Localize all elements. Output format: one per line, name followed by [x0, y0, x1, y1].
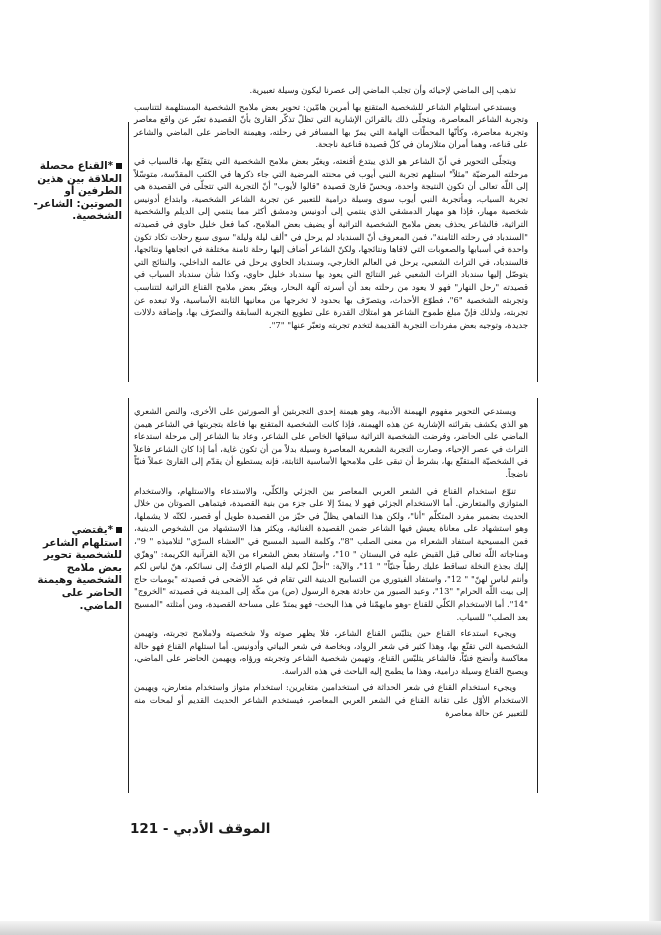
pull-quote-text: *القناع محصلة العلاقة بين هذين الطرفين أو الصوتين: الشاعر- الشخصية. — [33, 160, 122, 223]
body-text-top — [134, 84, 528, 335]
paragraph: ويستدعي استلهام الشاعر للشخصية المتقنع بها أمرين هامّين: تحوير بعض ملامح الشخصية المستلهمة لتتناسب وتجربة الشاعر المعاصرة، ويتجلّى ذلك بالقرائن الإشارية التي تظلّ تذكّر القارئ بأنّ القصيدة تعبّر عن واقع معاصر وتجربة معاصرة، وكأنّها المحطّات الهامة التي يمرّ بها المسافر في رحلته، وهيمنة الحاضر على الماضي والشاعر على قناعه، وهما أمران متلازمان في كلّ قصيدة قناعية ناجحة. — [134, 101, 528, 150]
paragraph: ويجيء استدعاء القناع حين يتلبّس القناع الشاعر، فلا يظهر صوته ولا شخصيته ولاملامح تجربته، وتهيمن الشخصية التي تقنّع بها، وهذا كثير في شعر الرواد، وبخاصة في شعر البياتي وأدونيس. أما استلهام القناع فهو حالة معاكسة وأنضج فنيّاً، فالشاعر يتلبّس القناع، وتهيمن شخصية الشاعر وتجربته ورؤاه، ويهيمن الحاضر على الماضي، ويصبح القناع وسيلة درامية، وهذا ما يطمح إليه الباحث في هذه الدراسة. — [134, 628, 528, 676]
pull-quote-text: *يقتضي استلهام الشاعر للشخصية تحوير بعض ملامح الشخصية وهيمنة الحاضر على الماضي. — [37, 524, 122, 612]
pull-quote-2 — [30, 524, 122, 612]
paragraph: ويستدعي التحوير مفهوم الهيمنة الأدبية، وهو هيمنة إحدى التجربتين أو الصورتين على الأخرى، والنص الشعري هو الذي يكشف بقرائنه الإشارية عن هذه الهيمنة، فإذا كانت الشخصية المتقنع بها فاعلة بتجربتها في الشاعر هيمن الماضي على الحاضر، وفرضت الشخصية التراثية سياقها الخاص على الشاعر، وعاد بنا الشاعر إلى مرحلة استدعاء التراث في عصر الإحياء، وصارت التجربة الشعرية المعاصرة وسيلة بدلاً من أن تكون غاية، أما إذا كان الشاعر فاعلاً في الشخصيّة المتقنّع بها، بشرط أن تبقى على ملامحها الأساسية الثابتة، فإنه يستطيع أن يقدّم إلى القارئ عملاً فنيّاً ناضجاً. — [134, 406, 528, 479]
body-text-bottom — [134, 405, 528, 723]
pull-quote-1 — [30, 160, 122, 223]
page-footer: الموقف الأدبي - 121 — [130, 821, 271, 837]
square-bullet-icon — [116, 527, 122, 533]
paragraph: تنوّع استخدام القناع في الشعر العربي المعاصر بين الجزئي والكلّي، والاستدعاء والاستلهام، والاستخدام المتوازي والمتعارض. أما الاستخدام الجزئي فهو لا يمتدّ إلا على جزء من بنية القصيدة، فيتماهى الصوتان من خلال الحديث بضمير مفرد المتكلّم "أنا"، ولكن هذا التماهي يظلّ في حيّز من القصيدة طويل أو قصير، لكنّه لا يشملها، وهو استشهاد على معاناة يعيش فيها الشاعر ضمن القصيدة الغنائية، ويكثر هذا الاستشهاد من الشخوص الدينية، فمن المسيحية استفاد الشعراء من معنى الصلب "8"، وكلمة السيد المسيح في "العشاء السرّي" لتلاميذه " 9"، ومناجاته اللّه تعالى قبل القبض عليه في البستان " 10"، واستفاد بعض الشعراء من الآية القرآنية الكريمة: "وهزّي إليك بجذع النخلة تساقط عليك رطباً جنيّاً" " 11"، والآية: "أحلّ لكم ليلة الصيام الرّفثُ إلى نسائكم، هنّ لباس لكم وأنتم لباس لهنّ" " 12"، واستفاد الفيتوري من التسابيح الدينية التي تقام في عيد الأضحى في قصيدته "يوميات حاج إلى بيت اللّه الحرام" "13"، وعبد الصبور من حادثة هجرة الرسول (ص) من مكّة إلى المدينة في قصيدته "الخروج" "14". أما الاستخدام الكلّي للقناع -وهو مايهمّنا في هذا البحث- فهو يمتدّ على مساحة القصيدة، ومن أمثلته "المسيح بعد الصلب" للسياب. — [134, 485, 528, 622]
paragraph: ويتجلّى التحوير في أنّ الشاعر هو الذي يبتدع أقنعته، ويغيّر بعض ملامح الشخصية التي يتقنّع بها، فالسياب في مرحلته المرضيّة "مثلاً" استلهم تجربة النبي أيوب في محنته المرضية التي جاء ذكرها في الكتب المقدّسة، متوسّلاً إلى اللّه تعالى أن تكون النتيجة واحدة، ويحسّ قارئ قصيدة "قالوا لأيوب" أنّ التجربة التي تتجلّى في القصيدة هي تجربة السياب، ومأتجربة النبي أيوب سوى وسيلة درامية للتعبير عن تجربة الشاعر الشخصية، وابتداع أدونيس شخصية مهيار، فإذا هو مهيار الدمشقي الذي ينتمي إلى أدونيس ودمشق أكثر مما ينتمي إلى الديلم والشخصية التراثية، فالشاعر يحذف بعض ملامح الشخصية التراثية أو يضيف بعض الملامح، كما فعل خليل حاوي في قصيدته "السندباد في رحلته الثامنة"، فمن المعروف أنّ السندباد لم يرحل في "ألف ليلة وليلة" سوى سبع رحلات تكاد تكون واحدة في أسبابها والصعوبات التي لاقاها ونتائجها، ولكنّ الشاعر أضاف إليها رحلة ثامنة مختلفة في اتجاهها ونتائجها، فالسندباد، في التراث الشعبي، يرحل في العالم الخارجي، وسندباد الحاوي يرحل في عالمه الداخلي، والنتائج التي يتوصّل إليها سندباد التراث الشعبي غير النتائج التي يعود بها سندباد خليل حاوي، وكذا شأن سندباد السياب في قصيدته "رحل النهار" فهو لا يعود من رحلته بعد أن أسرته آلهة البحار، ويغيّر بعض ملامح القناع التراثية لتتناسب وتجربته الشخصية "6"، فطوّع الأحداث، ويتصرّف بها بحدود لا تخرجها من معانيها الثابتة الأساسية، ولا تبعده عن تجربته، ولذلك فإنّ مبلغ طموح الشاعر هو امتلاك القدرة على تطويع التجربة السابقة والتصرّف بها، وإضافة دلالات جديدة، وتوجيه بعض مفردات التجربة القديمة لتخدم تجربته وتعبّر عنها" "7". — [134, 155, 529, 330]
square-bullet-icon — [116, 163, 122, 169]
paragraph: ويجيء استخدام القناع في شعر الحداثة في استخدامين متغايرين: استخدام متواز واستخدام متعارض، ويهيمن الاستخدام الأوّل على تقانة القناع في الشعر العربي المعاصر، فيستخدم الشاعر الحديث القديم أو لمحات منه للتعبير عن حالة معاصرة — [134, 682, 528, 718]
paragraph: تذهب إلى الماضي لإحيائه وأن تجلب الماضي إلى عصرنا ليكون وسيلة تعبيرية. — [249, 85, 516, 95]
page-edge-shadow — [649, 0, 661, 935]
page-bottom-shadow — [0, 921, 661, 935]
